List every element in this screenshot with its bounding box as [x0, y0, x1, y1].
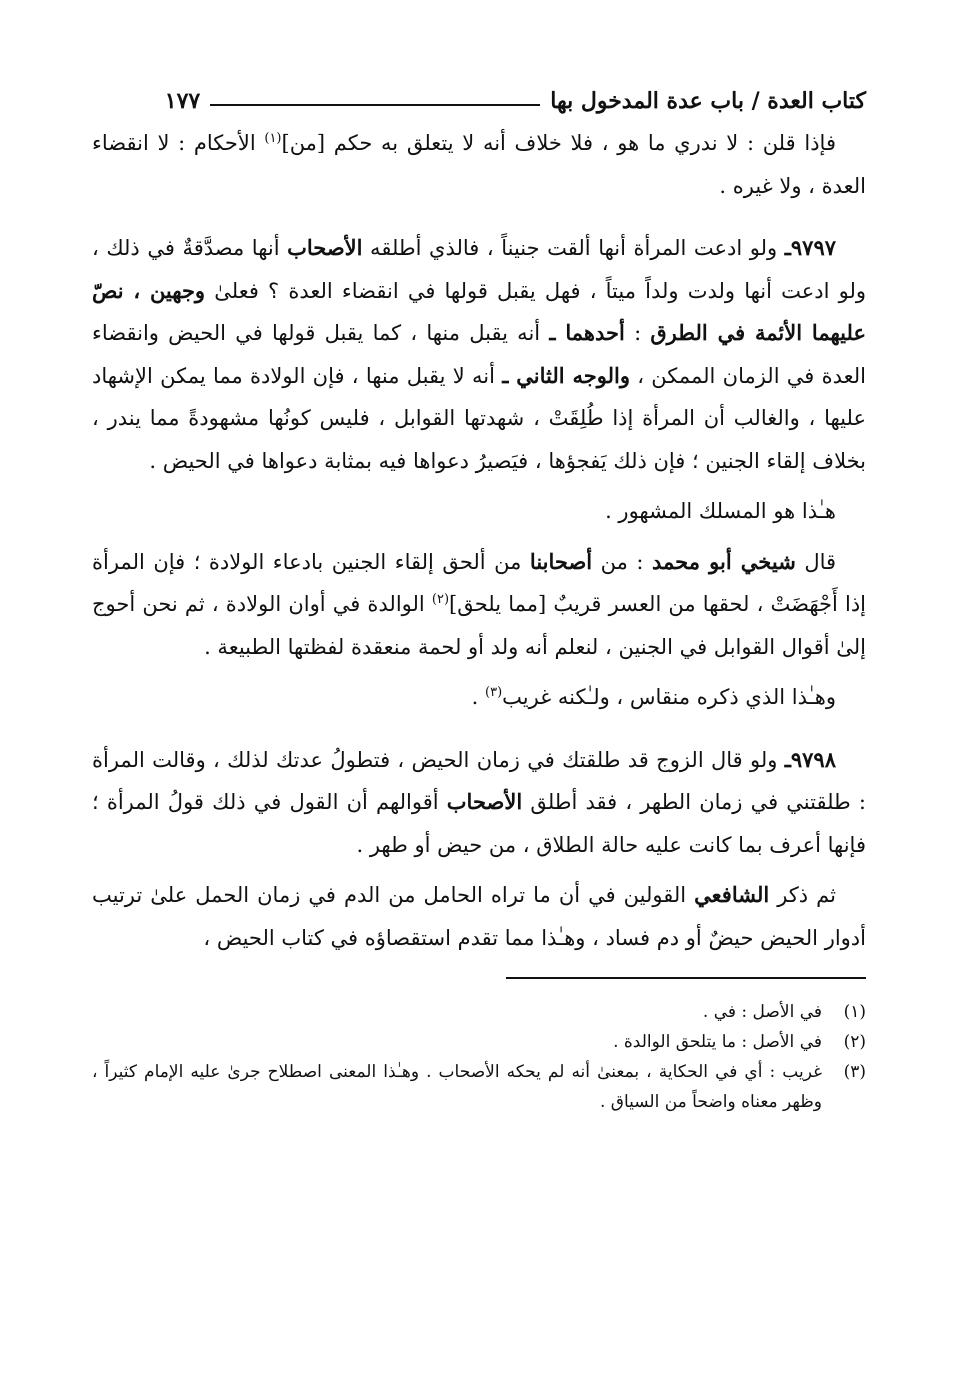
paragraph-4-text-b: : من [592, 549, 652, 574]
footnote-separator [506, 977, 866, 979]
footnote-2 [92, 1027, 866, 1057]
paragraph-5 [92, 676, 866, 719]
footnote-2-text: في الأصل : ما يتلحق الوالدة . [613, 1032, 822, 1052]
paragraph-7 [92, 874, 866, 959]
footnote-3-mark: (٣) [843, 1062, 866, 1082]
paragraph-7-text-a: ثم ذكر [769, 883, 836, 907]
paragraph-9798-text-a: ولو قال الزوج قد طلقتك في زمان الحيض ، فتطولُ عدتك لذلك ، وقالت المرأة : طلقتني في زمان الطهر ، فقد أطلق [92, 747, 866, 814]
paragraph-9797-bold-b: وجهين ، نصّ عليهما الأئمة في الطرق [92, 277, 866, 345]
paragraph-9798 [92, 739, 866, 867]
paragraph-4-text-c: من ألحق إلقاء الجنين بادعاء الولادة ؛ فإن المرأة إذا أَجْهَضَتْ ، لحقها من العسر قريبٌ [مما يلحق] [92, 549, 867, 616]
paragraph-9797 [92, 227, 866, 482]
footnote-2-mark: (٢) [843, 1032, 866, 1052]
paragraph-9797-text-b: أنها مصدَّقةٌ في ذلك ، ولو ادعت أنها ولدت ولداً ميتاً ، فهل يقبل قولها في انقضاء العدة ؟ فعلىٰ [92, 236, 866, 303]
chapter-title: كتاب العدة / باب عدة المدخول بها [550, 88, 866, 114]
paragraph-7-bold-a: الشافعي [694, 882, 770, 907]
paragraph-4-text-d: الوالدة في أوان الولادة ، ثم نحن أحوج إلىٰ أقوال القوابل في الجنين ، لنعلم أنه ولد أو لحمة منعقدة لفظتها الطبيعة . [92, 592, 866, 659]
paragraph-4 [92, 541, 866, 669]
footnote-1-text: في الأصل : في . [702, 1002, 822, 1022]
paragraph-1-text-a: فإذا قلن : لا ندري ما هو ، فلا خلاف أنه لا يتعلق به حكم [من] [281, 131, 836, 155]
paragraph-4-bold-b: أصحابنا [529, 548, 593, 574]
footnote-3-text: غريب : أي في الحكاية ، بمعنىٰ أنه لم يحكه الأصحاب . وهـٰذا المعنى اصطلاح جرىٰ عليه الإمام كثيراً ، وظهر معناه واضحاً من السياق . [92, 1062, 822, 1112]
paragraph-9797-bold-c: أحدهما ـ [549, 320, 625, 345]
paragraph-5-text-a: وهـٰذا الذي ذكره منقاس ، ولـٰكنه غريب [502, 685, 836, 709]
footnote-1-mark: (١) [843, 1002, 866, 1022]
footnote-3 [92, 1057, 866, 1117]
paragraph-4-bold-a: شيخي أبو محمد [652, 548, 796, 574]
footnote-ref-2[interactable]: (٢) [431, 592, 450, 607]
paragraph-3-text: هـٰذا هو المسلك المشهور . [605, 499, 836, 523]
footnote-ref-1[interactable]: (١) [264, 131, 282, 146]
document-page [92, 74, 866, 1117]
paragraph-9797-text-e: أنه لا يقبل منها ، فإن الولادة مما يمكن الإشهاد عليها ، والغالب أن المرأة إذا طُلِقَتْ ، شهدتها القوابل ، فليس كونُها مشهودةً مما يندر ، بخلاف إلقاء الجنين ؛ فإن ذلك يَفجؤها ، فيَصيرُ دعواها فيه بمثابة دعواها في الحيض . [92, 363, 866, 473]
paragraph-9798-bold-a: الأصحاب [446, 789, 523, 814]
footnotes [92, 997, 866, 1117]
running-header [92, 74, 866, 114]
issue-number-9797: ٩٧٩٧ـ [784, 235, 837, 260]
paragraph-3 [92, 490, 866, 533]
paragraph-9797-bold-d: والوجه الثاني ـ [502, 362, 630, 388]
paragraph-1 [92, 122, 866, 207]
paragraph-1-text-b: الأحكام : لا انقضاء العدة ، ولا غيره . [92, 131, 866, 198]
header-rule [210, 104, 540, 106]
paragraph-7-text-b: القولين في أن ما تراه الحامل من الدم في زمان الحمل علىٰ ترتيب أدوار الحيض حيضٌ أو دم فساد ، وهـٰذا مما تقدم استقصاؤه في كتاب الحيض ، [92, 883, 866, 950]
page-number: ١٧٧ [164, 88, 201, 114]
paragraph-9797-text-a: ولو ادعت المرأة أنها ألقت جنيناً ، فالذي أطلقه [362, 236, 785, 260]
paragraph-9797-text-d: أنه يقبل منها ، كما يقبل قولها في الحيض وانقضاء العدة في الزمان الممكن ، [92, 321, 867, 388]
paragraph-9797-bold-a: الأصحاب [287, 235, 363, 260]
issue-number-9798: ٩٧٩٨ـ [784, 746, 836, 772]
footnote-ref-3[interactable]: (٣) [485, 685, 503, 700]
paragraph-4-text-a: قال [795, 549, 837, 574]
footnote-1 [92, 997, 866, 1027]
paragraph-5-text-b: . [471, 685, 485, 709]
paragraph-9797-text-c: : [624, 321, 651, 345]
paragraph-9798-text-b: أقوالهم أن القول في ذلك قولُ المرأة ؛ فإنها أعرف بما كانت عليه حالة الطلاق ، من حيض أو طهر . [92, 790, 866, 857]
